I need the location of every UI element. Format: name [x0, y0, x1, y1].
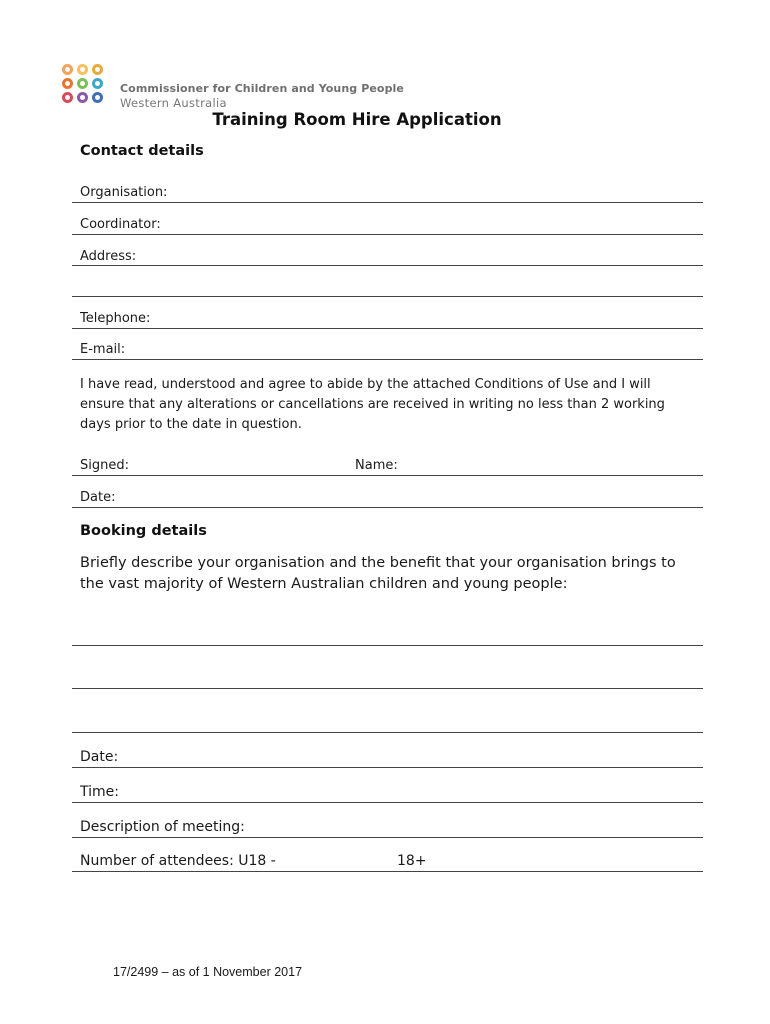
agreement-text: I have read, understood and agree to abide by the attached Conditions of Use and I will ensure that any alterations or cancellations are received in writing no less than 2 working days prior to the date in question. — [80, 377, 665, 432]
signed-label: Signed: — [80, 458, 129, 473]
description-answer-line[interactable] — [72, 645, 703, 646]
email-field[interactable] — [72, 359, 703, 360]
name-label: Name: — [355, 458, 398, 473]
booking-time-field[interactable] — [72, 802, 703, 803]
description-answer-line[interactable] — [72, 688, 703, 689]
org-subtitle: Western Australia — [120, 96, 227, 110]
booking-date-field[interactable] — [72, 767, 703, 768]
logo-dot — [92, 64, 103, 75]
logo-dot — [62, 64, 73, 75]
meeting-description-field[interactable] — [72, 837, 703, 838]
coordinator-label: Coordinator: — [80, 217, 161, 232]
address-label: Address: — [80, 249, 137, 264]
footer-reference: 17/2499 – as of 1 November 2017 — [113, 965, 303, 979]
date-field[interactable] — [72, 507, 703, 508]
meeting-description-label: Description of meeting: — [80, 819, 245, 835]
attendees-u18-label: Number of attendees: U18 - — [80, 853, 276, 869]
coordinator-field[interactable] — [72, 234, 703, 235]
logo-dot — [62, 78, 73, 89]
booking-time-label: Time: — [80, 784, 119, 800]
booking-details-heading: Booking details — [80, 523, 207, 539]
logo-mark — [60, 62, 110, 110]
telephone-field[interactable] — [72, 328, 703, 329]
description-answer-line[interactable] — [72, 732, 703, 733]
telephone-label: Telephone: — [80, 311, 151, 326]
logo-dot — [92, 92, 103, 103]
logo-dot — [77, 64, 88, 75]
attendees-field[interactable] — [72, 871, 703, 872]
page-title: Training Room Hire Application — [212, 110, 502, 129]
org-name: Commissioner for Children and Young People — [120, 82, 404, 95]
date-label: Date: — [80, 490, 116, 505]
organisation-label: Organisation: — [80, 185, 168, 200]
address-field-line-2[interactable] — [72, 296, 703, 297]
logo — [60, 62, 420, 110]
contact-details-heading: Contact details — [80, 143, 204, 159]
logo-dot — [77, 92, 88, 103]
address-field[interactable] — [72, 265, 703, 266]
logo-dot — [92, 78, 103, 89]
attendees-18plus-label: 18+ — [397, 853, 427, 869]
booking-date-label: Date: — [80, 749, 119, 765]
logo-dot — [77, 78, 88, 89]
booking-prompt: Briefly describe your organisation and the benefit that your organisation brings to the vast majority of Western Australian children and young people: — [80, 555, 676, 592]
logo-dot — [62, 92, 73, 103]
email-label: E-mail: — [80, 342, 126, 357]
signed-name-field[interactable] — [72, 475, 703, 476]
organisation-field[interactable] — [72, 202, 703, 203]
